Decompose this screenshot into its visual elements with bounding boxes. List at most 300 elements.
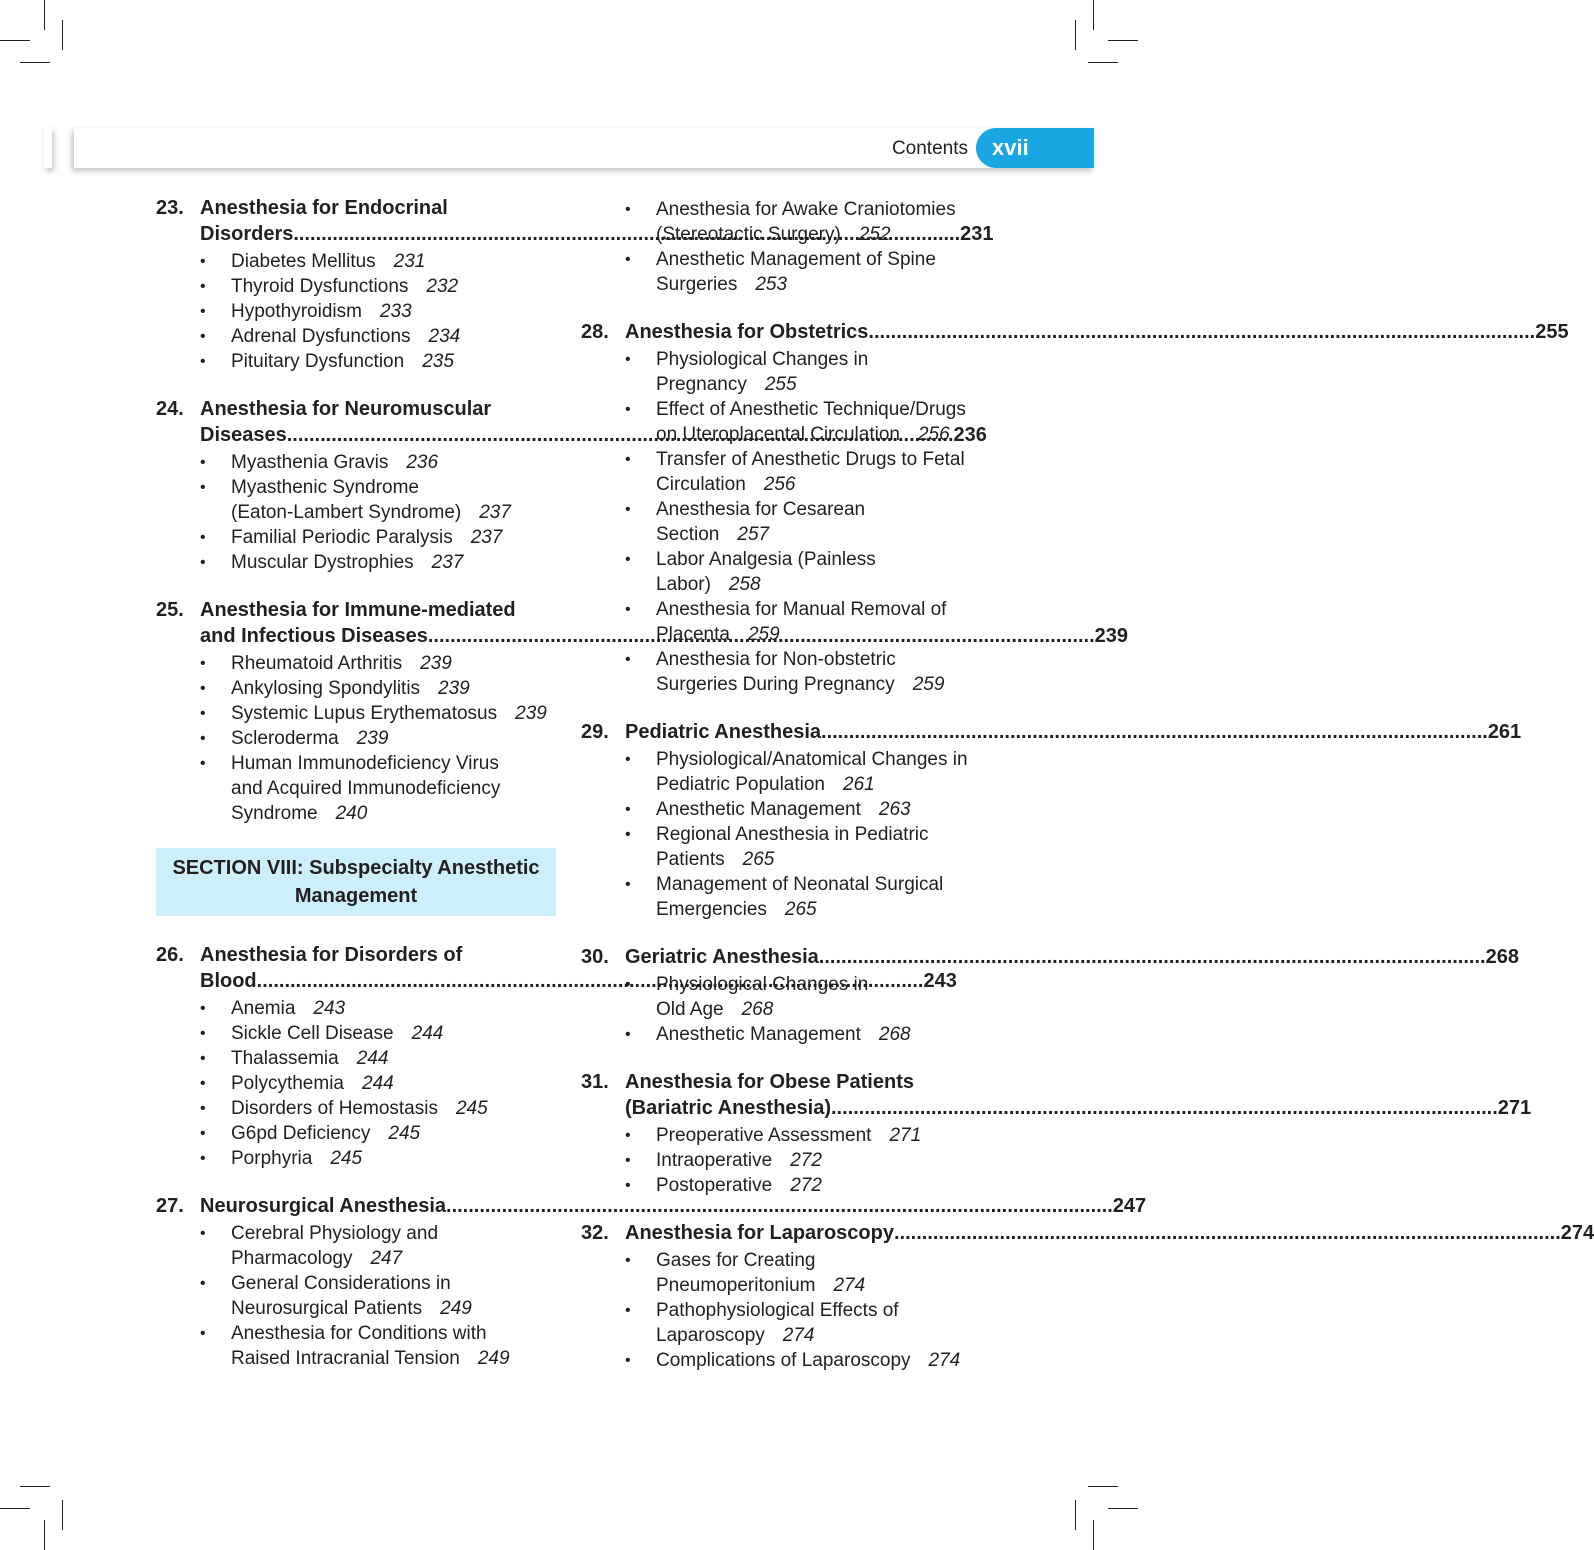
toc-chapter xyxy=(581,719,1522,922)
topic-page-number: 240 xyxy=(335,803,368,824)
crop-mark xyxy=(20,62,50,63)
topic-text: Laparoscopy xyxy=(656,1325,765,1346)
topic-list xyxy=(156,249,556,374)
topic-line xyxy=(656,672,981,697)
topic-text: Transfer of Anesthetic Drugs to Fetal xyxy=(656,449,965,470)
topic-line xyxy=(231,996,556,1021)
topic-line xyxy=(231,801,556,826)
topic-line xyxy=(656,222,981,247)
topic-line xyxy=(656,1123,981,1148)
topic-page-number: 239 xyxy=(356,728,389,749)
topic-text: Pregnancy xyxy=(656,374,747,395)
topic-text: Human Immunodeficiency Virus xyxy=(231,753,499,774)
topic-text: Pneumoperitonium xyxy=(656,1275,816,1296)
topic-list xyxy=(581,197,981,297)
topic-page-number: 232 xyxy=(426,276,459,297)
topic-text: Management of Neonatal Surgical xyxy=(656,874,944,895)
topic-text: Syndrome xyxy=(231,803,318,824)
chapter-title-text xyxy=(625,1069,1531,1121)
topic-text: Polycythemia xyxy=(231,1073,344,1094)
topic-line xyxy=(656,1022,981,1047)
topic-text: G6pd Deficiency xyxy=(231,1123,371,1144)
chapter-page-number: 247 xyxy=(1112,1195,1147,1217)
topic-page-number: 249 xyxy=(477,1348,510,1369)
chapter-title-last-line: Geriatric Anesthesia xyxy=(625,946,819,968)
topic-line xyxy=(231,324,556,349)
topic-text: Raised Intracranial Tension xyxy=(231,1348,460,1369)
topic-page-number: 259 xyxy=(747,624,780,645)
topic-list xyxy=(156,651,556,826)
topic-page-number: 272 xyxy=(790,1150,822,1171)
topic-line xyxy=(231,1271,556,1296)
topic-line xyxy=(656,1298,981,1323)
chapter-title-last-line: Pediatric Anesthesia xyxy=(625,721,822,743)
topic-text: Labor) xyxy=(656,574,711,595)
topic-text: Pediatric Population xyxy=(656,774,825,795)
topic-text: Hypothyroidism xyxy=(231,301,362,322)
topic-item xyxy=(625,972,981,1022)
topic-page-number: 274 xyxy=(833,1275,866,1296)
topic-list xyxy=(581,1248,981,1373)
topic-line xyxy=(656,1173,981,1198)
topic-text: Ankylosing Spondylitis xyxy=(231,678,421,699)
topic-item xyxy=(625,1123,981,1148)
topic-page-number: 239 xyxy=(438,678,470,699)
topic-item xyxy=(200,1221,556,1271)
topic-text: Disorders of Hemostasis xyxy=(231,1098,438,1119)
topic-text: Adrenal Dysfunctions xyxy=(231,326,411,347)
topic-item xyxy=(200,1096,556,1121)
chapter-title-text xyxy=(625,1220,1594,1246)
chapter-title-last-line: Neurosurgical Anesthesia xyxy=(200,1195,447,1217)
topic-page-number: 253 xyxy=(755,274,788,295)
topic-line xyxy=(231,676,556,701)
crop-mark xyxy=(1075,20,1076,50)
topic-item xyxy=(625,247,981,297)
topic-text: Systemic Lupus Erythematosus xyxy=(231,703,498,724)
topic-list xyxy=(581,347,981,697)
topic-text: Anesthesia for Manual Removal of xyxy=(656,599,947,620)
topic-text: Physiological/Anatomical Changes in xyxy=(656,749,968,770)
chapter-title-last-line: Anesthesia for Laparoscopy xyxy=(625,1222,894,1244)
topic-item xyxy=(200,726,556,751)
topic-line xyxy=(656,772,981,797)
topic-line xyxy=(231,701,556,726)
crop-mark xyxy=(0,1508,30,1509)
topic-page-number: 244 xyxy=(411,1023,444,1044)
topic-item xyxy=(625,1298,981,1348)
topic-line xyxy=(231,1321,556,1346)
topic-item xyxy=(625,347,981,397)
topic-item xyxy=(625,797,981,822)
topic-text: (Eaton-Lambert Syndrome) xyxy=(231,502,462,523)
topic-line xyxy=(231,249,556,274)
chapter-title-line: Anesthesia for Immune-mediated xyxy=(200,599,516,621)
topic-list xyxy=(581,1123,981,1198)
topic-page-number: 249 xyxy=(440,1298,472,1319)
chapter-title-line: Anesthesia for Neuromuscular xyxy=(200,398,492,420)
chapter-title-text xyxy=(625,319,1569,345)
topic-text: Section xyxy=(656,524,720,545)
chapter-title-text xyxy=(625,944,1519,970)
topic-text: Pharmacology xyxy=(231,1248,353,1269)
topic-item xyxy=(200,1271,556,1321)
topic-page-number: 261 xyxy=(843,774,875,795)
crop-mark xyxy=(44,1520,45,1550)
topic-item xyxy=(625,197,981,247)
chapter-title xyxy=(156,1193,1147,1219)
topic-item xyxy=(200,324,556,349)
topic-text: Placenta xyxy=(656,624,730,645)
topic-line xyxy=(656,972,981,997)
topic-text: Scleroderma xyxy=(231,728,339,749)
topic-line xyxy=(231,726,556,751)
crop-mark xyxy=(62,20,63,50)
topic-list xyxy=(156,1221,556,1371)
chapter-number: 29. xyxy=(581,721,609,743)
topic-text: Physiological Changes in xyxy=(656,974,869,995)
dot-leader xyxy=(894,1220,1561,1246)
topic-list xyxy=(156,996,556,1171)
chapter-page-number: 261 xyxy=(1487,721,1522,743)
chapter-title-leader xyxy=(625,719,1521,745)
topic-page-number: 265 xyxy=(742,849,775,870)
topic-text: Effect of Anesthetic Technique/Drugs xyxy=(656,399,966,420)
topic-page-number: 245 xyxy=(330,1148,363,1169)
chapter-page-number: 236 xyxy=(953,424,987,446)
chapter-page-number: 274 xyxy=(1560,1222,1594,1244)
topic-page-number: 245 xyxy=(455,1098,488,1119)
topic-line xyxy=(656,1248,981,1273)
topic-line xyxy=(656,822,981,847)
topic-text: Preoperative Assessment xyxy=(656,1125,872,1146)
chapter-page-number: 255 xyxy=(1535,321,1569,343)
topic-line xyxy=(656,897,981,922)
topic-page-number: 259 xyxy=(912,674,945,695)
chapter-title-leader xyxy=(625,944,1519,970)
chapter-title-line: Anesthesia for Obese Patients xyxy=(625,1071,914,1093)
chapter-number: 24. xyxy=(156,398,184,420)
topic-line xyxy=(656,447,981,472)
topic-text: Anesthetic Management xyxy=(656,799,861,820)
topic-item xyxy=(200,450,556,475)
topic-line xyxy=(656,1348,981,1373)
topic-text: Pathophysiological Effects of xyxy=(656,1300,899,1321)
topic-page-number: 239 xyxy=(515,703,547,724)
topic-list xyxy=(581,747,981,922)
topic-line xyxy=(231,1246,556,1271)
topic-text: Gases for Creating xyxy=(656,1250,816,1271)
topic-page-number: 271 xyxy=(889,1125,922,1146)
topic-text: Anesthesia for Conditions with xyxy=(231,1323,487,1344)
chapter-title xyxy=(581,1069,1532,1121)
topic-page-number: 243 xyxy=(313,998,346,1019)
topic-text: Anemia xyxy=(231,998,296,1019)
crop-mark xyxy=(1093,1520,1094,1550)
topic-line xyxy=(656,347,981,372)
topic-page-number: 244 xyxy=(362,1073,394,1094)
topic-text: Neurosurgical Patients xyxy=(231,1298,423,1319)
chapter-title-last-line: and Infectious Diseases xyxy=(200,625,428,647)
topic-list xyxy=(156,450,556,575)
dot-leader xyxy=(821,719,1488,745)
topic-item xyxy=(200,249,556,274)
topic-line xyxy=(656,997,981,1022)
topic-line xyxy=(231,500,556,525)
topic-item xyxy=(200,1071,556,1096)
chapter-number: 30. xyxy=(581,946,609,968)
topic-text: Myasthenic Syndrome xyxy=(231,477,419,498)
topic-line xyxy=(231,475,556,500)
topic-item xyxy=(625,597,981,647)
topic-text: Rheumatoid Arthritis xyxy=(231,653,403,674)
topic-item xyxy=(625,447,981,497)
chapter-number: 23. xyxy=(156,197,184,219)
topic-text: Anesthesia for Cesarean xyxy=(656,499,866,520)
toc-chapter xyxy=(581,197,981,297)
topic-page-number: 258 xyxy=(728,574,761,595)
topic-item xyxy=(200,1321,556,1371)
topic-text: Circulation xyxy=(656,474,746,495)
topic-text: Thyroid Dysfunctions xyxy=(231,276,409,297)
topic-page-number: 235 xyxy=(422,351,454,372)
topic-page-number: 237 xyxy=(470,527,503,548)
chapter-number: 32. xyxy=(581,1222,609,1244)
topic-item xyxy=(200,676,556,701)
topic-page-number: 265 xyxy=(784,899,817,920)
topic-page-number: 244 xyxy=(356,1048,389,1069)
topic-line xyxy=(656,522,981,547)
topic-text: Intraoperative xyxy=(656,1150,773,1171)
chapter-page-number: 243 xyxy=(923,970,957,992)
dot-leader xyxy=(819,944,1486,970)
topic-line xyxy=(656,1273,981,1298)
crop-mark xyxy=(1108,1508,1138,1509)
topic-line xyxy=(656,872,981,897)
crop-mark xyxy=(0,40,30,41)
topic-line xyxy=(231,525,556,550)
topic-page-number: 237 xyxy=(431,552,464,573)
topic-item xyxy=(200,1021,556,1046)
topic-line xyxy=(656,272,981,297)
topic-line xyxy=(231,1071,556,1096)
topic-item xyxy=(200,996,556,1021)
crop-mark xyxy=(1088,1486,1118,1487)
topic-item xyxy=(200,1146,556,1171)
topic-text: Postoperative xyxy=(656,1175,773,1196)
topic-item xyxy=(200,299,556,324)
chapter-page-number: 239 xyxy=(1094,625,1129,647)
topic-item xyxy=(625,1348,981,1373)
topic-item xyxy=(200,751,556,826)
topic-item xyxy=(625,547,981,597)
chapter-page-number: 231 xyxy=(960,223,994,245)
topic-text: Anesthesia for Awake Craniotomies xyxy=(656,199,956,220)
topic-item xyxy=(625,1248,981,1298)
chapter-title-line: Anesthesia for Disorders of xyxy=(200,944,463,966)
topic-line xyxy=(656,1323,981,1348)
crop-mark xyxy=(1075,1500,1076,1530)
crop-mark xyxy=(44,0,45,30)
chapter-title-last-line: Disorders xyxy=(200,223,294,245)
topic-text: Cerebral Physiology and xyxy=(231,1223,439,1244)
chapter-title-last-line: (Bariatric Anesthesia) xyxy=(625,1097,831,1119)
topic-line xyxy=(656,472,981,497)
topic-line xyxy=(656,647,981,672)
topic-line xyxy=(231,274,556,299)
topic-line xyxy=(231,1046,556,1071)
topic-item xyxy=(625,647,981,697)
chapter-number: 28. xyxy=(581,321,609,343)
topic-page-number: 234 xyxy=(428,326,461,347)
header-page-number xyxy=(976,128,1094,168)
toc-chapter xyxy=(581,1069,1532,1198)
topic-text: (Stereotactic Surgery) xyxy=(656,224,841,245)
topic-text: Labor Analgesia (Painless xyxy=(656,549,876,570)
chapter-page-number: 271 xyxy=(1497,1097,1532,1119)
chapter-title xyxy=(581,319,1569,345)
topic-text: Regional Anesthesia in Pediatric xyxy=(656,824,929,845)
topic-item xyxy=(200,475,556,525)
topic-line xyxy=(231,1021,556,1046)
topic-line xyxy=(231,1296,556,1321)
topic-text: General Considerations in xyxy=(231,1273,451,1294)
topic-text: Myasthenia Gravis xyxy=(231,452,389,473)
topic-page-number: 247 xyxy=(370,1248,403,1269)
topic-page-number: 237 xyxy=(479,502,511,523)
topic-item xyxy=(200,1046,556,1071)
topic-text: Sickle Cell Disease xyxy=(231,1023,394,1044)
topic-item xyxy=(625,497,981,547)
topic-item xyxy=(200,701,556,726)
chapter-number: 27. xyxy=(156,1195,184,1217)
topic-page-number: 272 xyxy=(790,1175,822,1196)
topic-line xyxy=(656,197,981,222)
topic-text: Familial Periodic Paralysis xyxy=(231,527,453,548)
topic-text: Pituitary Dysfunction xyxy=(231,351,405,372)
topic-text: Patients xyxy=(656,849,725,870)
topic-page-number: 255 xyxy=(764,374,797,395)
topic-item xyxy=(200,651,556,676)
topic-item xyxy=(625,1148,981,1173)
topic-page-number: 268 xyxy=(741,999,774,1020)
topic-line xyxy=(656,747,981,772)
chapter-title-last-line: Blood xyxy=(200,970,257,992)
topic-line xyxy=(656,597,981,622)
toc-chapter xyxy=(581,944,1519,1047)
topic-text: Physiological Changes in xyxy=(656,349,869,370)
topic-item xyxy=(625,872,981,922)
topic-item xyxy=(200,349,556,374)
topic-text: on Uteroplacental Circulation xyxy=(656,424,900,445)
section-heading: SECTION VIII: Subspecialty Anesthetic Management xyxy=(156,848,556,916)
topic-line xyxy=(656,497,981,522)
topic-page-number: 274 xyxy=(782,1325,815,1346)
chapter-title-leader xyxy=(625,319,1569,345)
header-edge xyxy=(44,128,52,168)
crop-mark xyxy=(1093,0,1094,30)
header-page-text: xvii xyxy=(992,135,1029,160)
topic-text: Complications of Laparoscopy xyxy=(656,1350,911,1371)
topic-page-number: 231 xyxy=(393,251,426,272)
chapter-title-leader xyxy=(625,1220,1594,1246)
topic-line xyxy=(231,1121,556,1146)
topic-item xyxy=(625,747,981,797)
topic-text: Diabetes Mellitus xyxy=(231,251,376,272)
topic-page-number: 252 xyxy=(858,224,891,245)
topic-line xyxy=(656,547,981,572)
header-label: Contents xyxy=(891,138,968,159)
topic-text: Old Age xyxy=(656,999,724,1020)
topic-item xyxy=(200,550,556,575)
topic-line xyxy=(231,1096,556,1121)
topic-item xyxy=(625,822,981,872)
topic-page-number: 239 xyxy=(420,653,452,674)
topic-line xyxy=(231,450,556,475)
dot-leader xyxy=(868,319,1535,345)
topic-line xyxy=(656,622,981,647)
topic-text: Surgeries xyxy=(656,274,738,295)
crop-mark xyxy=(1088,62,1118,63)
crop-mark xyxy=(20,1486,50,1487)
chapter-title-line: Anesthesia for Endocrinal xyxy=(200,197,448,219)
dot-leader xyxy=(831,1095,1498,1121)
chapter-title-last-line: Diseases xyxy=(200,424,287,446)
chapter-number: 31. xyxy=(581,1071,609,1093)
topic-line xyxy=(231,1346,556,1371)
crop-mark xyxy=(62,1500,63,1530)
topic-page-number: 233 xyxy=(379,301,412,322)
topic-line xyxy=(231,651,556,676)
topic-list xyxy=(581,972,981,1047)
topic-item xyxy=(200,525,556,550)
topic-line xyxy=(656,797,981,822)
topic-text: Thalassemia xyxy=(231,1048,339,1069)
topic-item xyxy=(625,1173,981,1198)
topic-item xyxy=(200,1121,556,1146)
topic-line xyxy=(231,349,556,374)
topic-text: Anesthetic Management of Spine xyxy=(656,249,936,270)
chapter-number: 25. xyxy=(156,599,184,621)
topic-item xyxy=(200,274,556,299)
topic-line xyxy=(656,1148,981,1173)
topic-text: Emergencies xyxy=(656,899,767,920)
topic-text: Muscular Dystrophies xyxy=(231,552,414,573)
topic-page-number: 274 xyxy=(928,1350,961,1371)
topic-text: and Acquired Immunodeficiency xyxy=(231,778,501,799)
crop-mark xyxy=(1108,40,1138,41)
topic-text: Anesthetic Management xyxy=(656,1024,861,1045)
topic-line xyxy=(656,422,981,447)
topic-line xyxy=(656,397,981,422)
topic-text: Porphyria xyxy=(231,1148,313,1169)
topic-line xyxy=(231,776,556,801)
topic-line xyxy=(656,847,981,872)
topic-line xyxy=(656,247,981,272)
topic-page-number: 245 xyxy=(388,1123,421,1144)
topic-item xyxy=(625,397,981,447)
topic-line xyxy=(656,572,981,597)
topic-line xyxy=(231,1221,556,1246)
topic-line xyxy=(656,372,981,397)
topic-text: Surgeries During Pregnancy xyxy=(656,674,895,695)
toc-chapter xyxy=(581,1220,1594,1373)
chapter-title xyxy=(581,944,1519,970)
chapter-page-number: 268 xyxy=(1485,946,1519,968)
topic-page-number: 257 xyxy=(737,524,770,545)
topic-page-number: 263 xyxy=(878,799,911,820)
topic-page-number: 256 xyxy=(763,474,796,495)
